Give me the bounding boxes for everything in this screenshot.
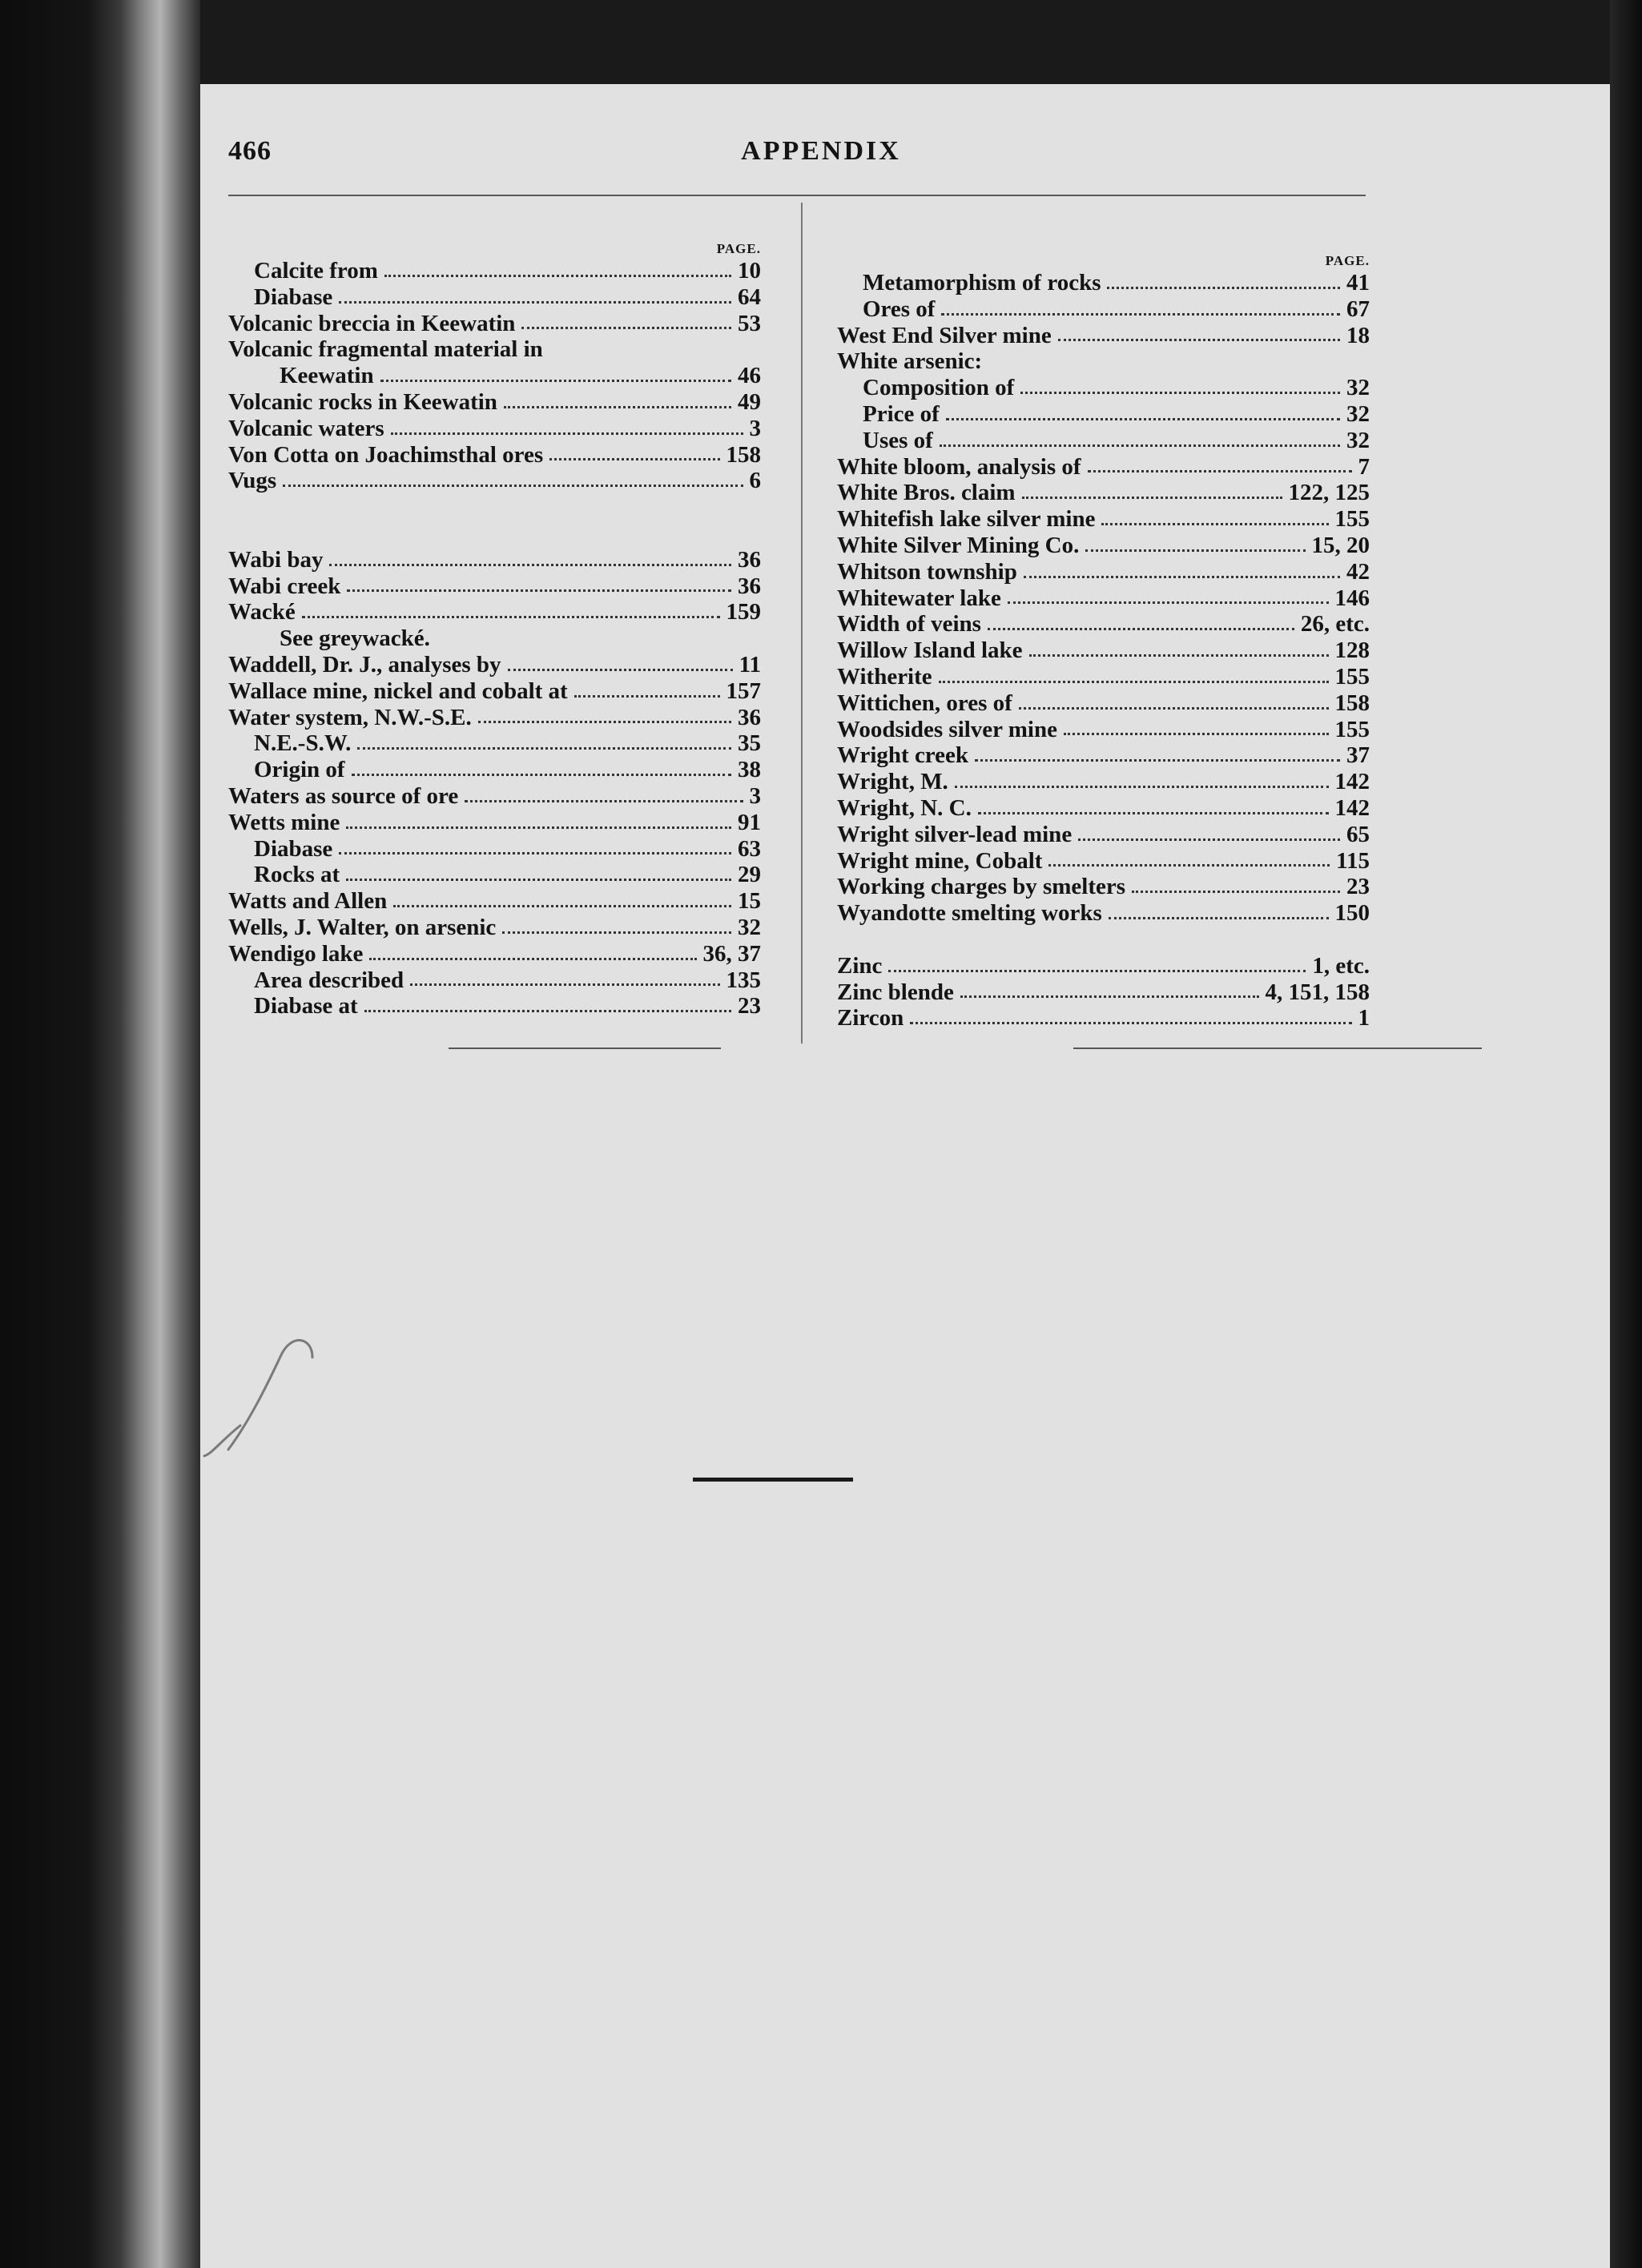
dot-leader — [1024, 576, 1340, 578]
index-entry — [837, 611, 1370, 637]
entry-page-numbers: 159 — [726, 599, 761, 625]
entry-page-numbers: 35 — [738, 730, 761, 757]
entry-label: Zircon — [837, 1005, 904, 1031]
entry-page-numbers: 15 — [738, 888, 761, 915]
index-entry — [837, 690, 1370, 717]
dot-leader — [941, 313, 1340, 316]
dot-leader — [549, 458, 719, 460]
dot-leader — [939, 681, 1329, 683]
entry-label: Wacké — [228, 599, 296, 625]
entry-label: Diabase at — [254, 993, 358, 1019]
dot-leader — [504, 406, 731, 408]
dot-leader — [380, 380, 731, 382]
entry-page-numbers: 3 — [749, 782, 761, 809]
entry-label: Watts and Allen — [228, 888, 388, 915]
index-entry — [228, 941, 761, 967]
dot-leader — [391, 432, 743, 435]
entry-page-numbers: 32 — [738, 914, 761, 940]
page-column-heading: PAGE. — [1325, 253, 1370, 268]
entry-page-numbers: 155 — [1334, 506, 1370, 533]
entry-page-numbers: 18 — [1346, 322, 1370, 348]
dot-leader — [352, 774, 731, 776]
entry-label: White Silver Mining Co. — [837, 532, 1080, 558]
dot-leader — [574, 695, 720, 698]
entry-label: Composition of — [863, 375, 1015, 401]
dot-leader — [955, 786, 1329, 788]
index-entry — [837, 848, 1370, 875]
entry-label: Volcanic waters — [228, 415, 384, 441]
dot-leader — [1020, 392, 1340, 394]
scan-background-left — [0, 0, 200, 2268]
index-entry — [228, 258, 761, 284]
entry-page-numbers: 53 — [738, 310, 761, 336]
index-entry — [228, 810, 761, 836]
pencil-mark — [192, 1321, 320, 1458]
index-column-left — [228, 240, 761, 1019]
entry-label: Rocks at — [254, 862, 340, 888]
index-entry — [837, 953, 1370, 979]
index-entry — [837, 769, 1370, 795]
index-entry — [228, 363, 761, 389]
entry-page-numbers: 37 — [1346, 742, 1370, 769]
entry-label: Whitewater lake — [837, 585, 1001, 611]
dot-leader — [1107, 287, 1340, 289]
dot-leader — [521, 327, 731, 329]
dot-leader — [329, 564, 731, 566]
dot-leader — [508, 669, 733, 671]
entry-page-numbers: 26, etc. — [1300, 611, 1370, 637]
dot-leader — [1085, 549, 1305, 552]
entry-label: Waters as source of ore — [228, 782, 459, 809]
entry-label: Ores of — [863, 296, 936, 322]
index-entry — [228, 389, 761, 416]
entry-page-numbers: 67 — [1346, 296, 1370, 322]
end-rule — [693, 1478, 853, 1482]
entry-label: Width of veins — [837, 611, 981, 637]
entry-page-numbers: 36 — [738, 704, 761, 730]
entry-label: Wyandotte smelting works — [837, 900, 1102, 927]
entry-page-numbers: 158 — [1334, 690, 1370, 716]
entry-page-numbers: 115 — [1336, 847, 1370, 874]
dot-leader — [393, 905, 731, 907]
index-entry — [228, 730, 761, 757]
dot-leader — [357, 747, 731, 750]
entry-label: Wright, M. — [837, 769, 948, 795]
index-entry — [837, 428, 1370, 454]
entry-page-numbers: 36 — [738, 573, 761, 599]
index-entry — [228, 967, 761, 994]
entry-label: Woodsides silver mine — [837, 716, 1057, 742]
dot-leader — [364, 1010, 731, 1012]
dot-leader — [1101, 523, 1328, 525]
entry-page-numbers: 128 — [1334, 637, 1370, 664]
entry-page-numbers: 150 — [1334, 900, 1370, 927]
index-entry — [837, 1005, 1370, 1031]
entry-page-numbers: 32 — [1346, 375, 1370, 401]
dot-leader — [975, 759, 1340, 762]
entry-page-numbers: 142 — [1334, 769, 1370, 795]
index-entry — [228, 336, 761, 363]
entry-label: Diabase — [254, 284, 333, 310]
dot-leader — [1048, 864, 1330, 867]
dot-leader — [1109, 917, 1329, 919]
dot-leader — [1064, 733, 1329, 735]
index-entry — [837, 270, 1370, 296]
entry-label: White bloom, analysis of — [837, 453, 1081, 480]
dot-leader — [940, 444, 1340, 447]
entry-page-numbers: 46 — [738, 363, 761, 389]
index-entry — [228, 888, 761, 915]
entry-label: West End Silver mine — [837, 322, 1052, 348]
entry-page-numbers: 91 — [738, 809, 761, 835]
dot-leader — [346, 879, 731, 881]
dot-leader — [346, 826, 731, 829]
scan-background-right — [1610, 0, 1642, 2268]
entry-page-numbers: 63 — [738, 835, 761, 862]
index-entry — [837, 874, 1370, 900]
entry-label: Wright creek — [837, 742, 969, 769]
entry-page-numbers: 41 — [1346, 270, 1370, 296]
entry-page-numbers: 36, 37 — [702, 940, 761, 967]
entry-page-numbers: 157 — [726, 678, 761, 704]
entry-label: Diabase — [254, 835, 333, 862]
section-gap — [228, 521, 761, 547]
entry-page-numbers: 23 — [1346, 874, 1370, 900]
dot-leader — [1078, 838, 1340, 841]
entry-page-numbers: 11 — [738, 651, 761, 678]
index-entry — [837, 348, 1370, 375]
index-entry — [228, 547, 761, 573]
index-entry — [837, 900, 1370, 927]
index-entry — [837, 401, 1370, 428]
dot-leader — [283, 485, 743, 487]
index-entry — [228, 783, 761, 810]
entry-page-numbers: 135 — [726, 967, 761, 993]
entry-label: White arsenic: — [837, 348, 983, 375]
bottom-rule-right — [1073, 1048, 1482, 1049]
index-entry — [228, 705, 761, 731]
entry-label: Wetts mine — [228, 809, 340, 835]
index-entry — [228, 862, 761, 888]
dot-leader — [1008, 601, 1329, 604]
entry-label: Wabi creek — [228, 573, 341, 599]
entry-page-numbers: 7 — [1358, 453, 1370, 480]
index-entry — [228, 625, 761, 652]
entry-label: Wells, J. Walter, on arsenic — [228, 914, 497, 940]
header-rule — [228, 195, 1366, 196]
index-entry — [228, 284, 761, 311]
entry-page-numbers: 29 — [738, 862, 761, 888]
index-entry — [837, 979, 1370, 1006]
index-entry — [837, 480, 1370, 506]
entry-label: Wendigo lake — [228, 940, 364, 967]
entry-page-numbers: 158 — [726, 441, 761, 468]
dot-leader — [978, 812, 1329, 814]
entry-label: See greywacké. — [280, 625, 430, 652]
index-entry — [837, 585, 1370, 612]
dot-leader — [1132, 891, 1340, 893]
dot-leader — [465, 800, 743, 802]
index-entry — [837, 506, 1370, 533]
index-entry — [228, 599, 761, 625]
entry-label: Whitefish lake silver mine — [837, 506, 1096, 533]
entry-label: Price of — [863, 400, 940, 427]
entry-page-numbers: 15, 20 — [1311, 532, 1370, 558]
entry-page-numbers: 1, etc. — [1312, 952, 1370, 979]
index-entry — [837, 323, 1370, 349]
index-entry — [228, 416, 761, 442]
dot-leader — [910, 1022, 1351, 1024]
entry-label: Water system, N.W.-S.E. — [228, 704, 472, 730]
dot-leader — [888, 970, 1306, 972]
index-entry — [228, 836, 761, 863]
entry-page-numbers: 3 — [749, 415, 761, 441]
index-entry — [228, 311, 761, 337]
entry-page-numbers: 32 — [1346, 427, 1370, 453]
entry-label: Witherite — [837, 663, 932, 690]
index-entry — [837, 717, 1370, 743]
index-entry — [837, 742, 1370, 769]
index-entry — [837, 296, 1370, 323]
entry-page-numbers: 36 — [738, 546, 761, 573]
entry-page-numbers: 155 — [1334, 663, 1370, 690]
entry-page-numbers: 23 — [738, 993, 761, 1019]
entry-page-numbers: 155 — [1334, 716, 1370, 742]
entry-label: Area described — [254, 967, 404, 993]
index-entry — [228, 678, 761, 705]
dot-leader — [1019, 707, 1329, 710]
index-entry — [837, 664, 1370, 690]
entry-label: Zinc blende — [837, 979, 954, 1005]
entry-page-numbers: 65 — [1346, 821, 1370, 847]
index-entry — [228, 442, 761, 468]
section-gap — [837, 927, 1370, 953]
dot-leader — [988, 628, 1294, 630]
dot-leader — [302, 616, 720, 618]
entry-page-numbers: 42 — [1346, 558, 1370, 585]
entry-page-numbers: 49 — [738, 388, 761, 415]
page-column-heading: PAGE. — [716, 241, 761, 256]
index-entry — [228, 757, 761, 783]
entry-label: Waddell, Dr. J., analyses by — [228, 651, 501, 678]
entry-label: Wright, N. C. — [837, 794, 972, 821]
dot-leader — [1029, 654, 1329, 657]
page-number: 466 — [228, 136, 272, 166]
entry-label: Wright mine, Cobalt — [837, 847, 1043, 874]
dot-leader — [410, 983, 719, 986]
entry-page-numbers: 4, 151, 158 — [1265, 979, 1370, 1005]
index-column-right — [837, 252, 1370, 1031]
entry-label: Volcanic fragmental material in — [228, 336, 543, 363]
index-entry — [228, 915, 761, 941]
bottom-rule-left — [449, 1048, 721, 1049]
index-entry — [228, 993, 761, 1019]
entry-page-numbers: 6 — [749, 468, 761, 494]
index-entry — [837, 795, 1370, 822]
entry-page-numbers: 142 — [1334, 794, 1370, 821]
entry-page-numbers: 1 — [1358, 1005, 1370, 1031]
entry-label: Keewatin — [280, 363, 374, 389]
entry-page-numbers: 146 — [1334, 585, 1370, 611]
running-head: APPENDIX — [741, 136, 901, 166]
entry-label: Wabi bay — [228, 546, 324, 573]
entry-page-numbers: 64 — [738, 284, 761, 310]
entry-label: Zinc — [837, 952, 883, 979]
dot-leader — [1058, 339, 1340, 341]
index-entry — [228, 468, 761, 494]
entry-label: Uses of — [863, 427, 933, 453]
entry-page-numbers: 32 — [1346, 400, 1370, 427]
entry-label: Working charges by smelters — [837, 874, 1126, 900]
index-entry — [837, 375, 1370, 401]
entry-label: Whitson township — [837, 558, 1017, 585]
entry-label: Wittichen, ores of — [837, 690, 1012, 716]
entry-page-numbers: 10 — [738, 258, 761, 284]
index-entry — [837, 822, 1370, 848]
index-entry — [228, 573, 761, 600]
dot-leader — [478, 721, 731, 723]
index-entry — [837, 533, 1370, 559]
dot-leader — [502, 931, 731, 934]
entry-label: Wallace mine, nickel and cobalt at — [228, 678, 568, 704]
index-entry — [837, 454, 1370, 481]
entry-label: Calcite from — [254, 258, 378, 284]
entry-label: Willow Island lake — [837, 637, 1023, 664]
entry-page-numbers: 122, 125 — [1288, 480, 1370, 506]
dot-leader — [1088, 470, 1352, 472]
dot-leader — [384, 275, 731, 277]
index-entry — [837, 637, 1370, 664]
column-divider — [801, 203, 803, 1044]
entry-label: N.E.-S.W. — [254, 730, 352, 757]
entry-label: Volcanic rocks in Keewatin — [228, 388, 497, 415]
entry-label: Origin of — [254, 757, 345, 783]
entry-label: Wright silver-lead mine — [837, 821, 1073, 847]
dot-leader — [347, 589, 731, 592]
dot-leader — [339, 301, 731, 304]
entry-label: Metamorphism of rocks — [863, 270, 1101, 296]
index-entry — [837, 559, 1370, 585]
dot-leader — [369, 958, 696, 960]
dot-leader — [1022, 497, 1282, 499]
entry-label: Vugs — [228, 468, 277, 494]
entry-label: Volcanic breccia in Keewatin — [228, 310, 516, 336]
entry-page-numbers: 38 — [738, 757, 761, 783]
section-gap — [228, 494, 761, 521]
entry-label: Von Cotta on Joachimsthal ores — [228, 441, 544, 468]
dot-leader — [946, 418, 1340, 420]
index-entry — [228, 652, 761, 678]
dot-leader — [339, 852, 731, 855]
dot-leader — [960, 995, 1259, 998]
entry-label: White Bros. claim — [837, 480, 1016, 506]
